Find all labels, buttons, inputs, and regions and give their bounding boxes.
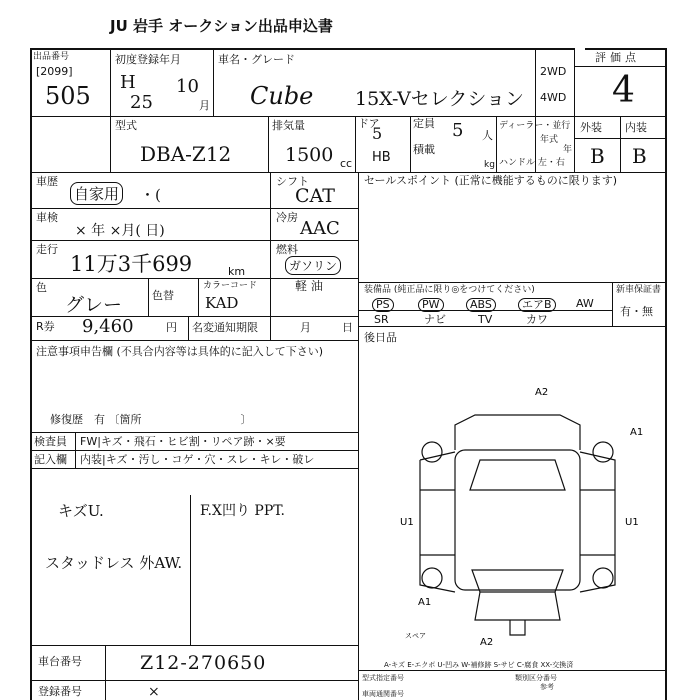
sales-title: セールスポイント (正常に機能するものに限ります) [364,174,618,187]
diag-mark-u1-right: U1 [625,517,639,528]
equipment-warranty-value: 有・無 [620,305,653,318]
dealer-handle: ハンドル 左・右 [499,158,565,168]
chassis-value: Z12-270650 [140,652,267,674]
fuel-diesel: 軽 油 [295,279,323,293]
memo-right1: F.X凹り PPT. [200,503,285,519]
memo-left1: キズU. [58,502,104,520]
car-outline [420,415,615,635]
mileage-unit: km [228,265,246,278]
rear-seat-label: 後日品 [364,331,397,344]
recycle-addr-label: 名変通知期限 [192,321,258,334]
fuel-gas-circle: ガソリン [285,256,341,275]
color-code: KAD [205,294,239,312]
model-name: Cube [250,82,314,110]
shift-value: CAT [295,185,335,207]
registration-month: 10 [176,76,199,97]
inspector-label2: 記入欄 [34,453,67,466]
legend-col3: 車両通関番号 [362,690,404,698]
dealer-label: ディーラー・並行 [499,121,571,131]
ac-label: 冷房 [276,211,298,224]
recycle-label: R券 [36,320,55,333]
equip-tv: TV [478,313,493,326]
legend-col2: 類別区分番号 [515,674,557,682]
registration-label: 初度登録年月 [115,53,181,66]
diag-mark-a2-bottom: A2 [480,637,494,648]
notes-title: 注意事項申告欄 (不具合内容等は具体的に記入して下さい) [36,345,324,358]
diag-mark-u1-left: U1 [400,517,414,528]
score-label: 評価点 [595,51,640,64]
score-int-label: 内装 [625,121,647,134]
inspection-label: 車検 [36,211,58,224]
doors-value: 5 [372,124,383,143]
capacity-unit: 人 [482,129,493,142]
recycle-unit: 円 [166,321,177,334]
equip-abs: ABS [466,298,496,312]
chassis-label: 車台番号 [38,655,82,668]
equipment-title: 装備品 (純正品に限り◎をつけてください) [364,285,535,295]
doors-label: ドア [358,117,380,130]
legend-col1: 型式指定番号 [362,674,404,682]
model-label: 車名・グレード [218,53,295,66]
reg-type-rest: ・( [140,186,161,204]
reg-type-value [70,182,123,205]
mileage-label: 走行 [36,243,58,256]
inspector-label1: 検査員 [34,435,67,448]
shift-label: シフト [276,175,309,188]
recycle-month: 月 [300,321,311,334]
capacity-label: 定員 [413,117,435,130]
recycle-day: 日 [342,321,353,334]
score-ext-label: 外装 [580,121,602,134]
type-label: 型式 [115,119,137,132]
displacement-label: 排気量 [272,119,305,132]
lot-label: 出品番号 [33,52,70,62]
legend-text: A-キズ E-エクボ U-凹み W-補修跡 S-サビ C-腐食 XX-交換済 [384,661,574,669]
inspector-row1: FW|キズ・飛石・ヒビ割・リペア跡・×要 [80,435,286,448]
lot-code: [2099] [36,65,73,78]
diag-spare: スペア [405,632,426,640]
equip-pw: PW [418,298,444,312]
load-label: 積載 [413,143,435,156]
load-unit: kg [484,160,495,170]
equip-navi: ナビ [424,313,446,326]
fuel-gas [285,256,341,275]
registration-month-unit: 月 [199,99,210,112]
memo-left2: スタッドレス 外AW. [45,554,183,572]
equip-leather: カワ [526,313,548,326]
legend-col4: 参考 [540,683,554,691]
registration-year: 25 [130,92,153,113]
color-value: グレー [65,294,123,316]
equip-aw: AW [576,297,594,310]
reg-no-label: 登録番号 [38,685,82,698]
score-value: 4 [612,70,635,111]
equip-airbag: エアB [518,298,556,312]
score-ext: B [590,144,605,168]
inspection-value: × 年 ×月( 日) [75,223,165,239]
notes-repair: 修復歴 有 〔箇所 〕 [50,413,252,426]
displacement-unit: cc [340,157,353,170]
reg-no-value: × [148,684,160,700]
equipment-warranty: 新車保証書 [616,285,662,295]
mileage-value: 11万3千699 [70,252,193,276]
displacement-value: 1500 [285,144,334,166]
ac-value: AAC [300,218,340,239]
car-diagram [360,360,660,650]
drive-4wd: 4WD [540,91,567,104]
recycle-value: 9,460 [82,316,134,337]
color-code-label: カラーコード [203,281,258,291]
dealer-year: 年式 [540,135,559,145]
lot-number: 505 [45,82,91,110]
reg-type-label: 車歴 [36,175,58,188]
model-grade: 15X-Vセレクション [355,88,525,110]
type-value: DBA-Z12 [140,142,232,166]
reg-type-circle: 自家用 [70,182,123,205]
color-label: 色 [36,281,47,294]
color-change-label: 色替 [152,289,174,302]
form-title: JU 岩手 オークション出品申込書 [110,17,333,35]
doors-body: HB [372,150,391,165]
equip-sr: SR [374,313,389,326]
dealer-year2: 年 [563,145,573,155]
fuel-label: 燃料 [276,243,298,256]
diag-mark-a2-top: A2 [535,387,549,398]
equip-ps: PS [372,298,394,312]
registration-era: H [120,72,136,93]
diag-mark-a1-top: A1 [630,427,644,438]
score-int: B [632,144,647,168]
capacity-value: 5 [452,120,464,141]
inspector-row2: 内装|キズ・汚し・コゲ・穴・スレ・キレ・破レ [80,453,315,466]
drive-2wd: 2WD [540,65,567,78]
diag-mark-a1-bottom: A1 [418,597,432,608]
